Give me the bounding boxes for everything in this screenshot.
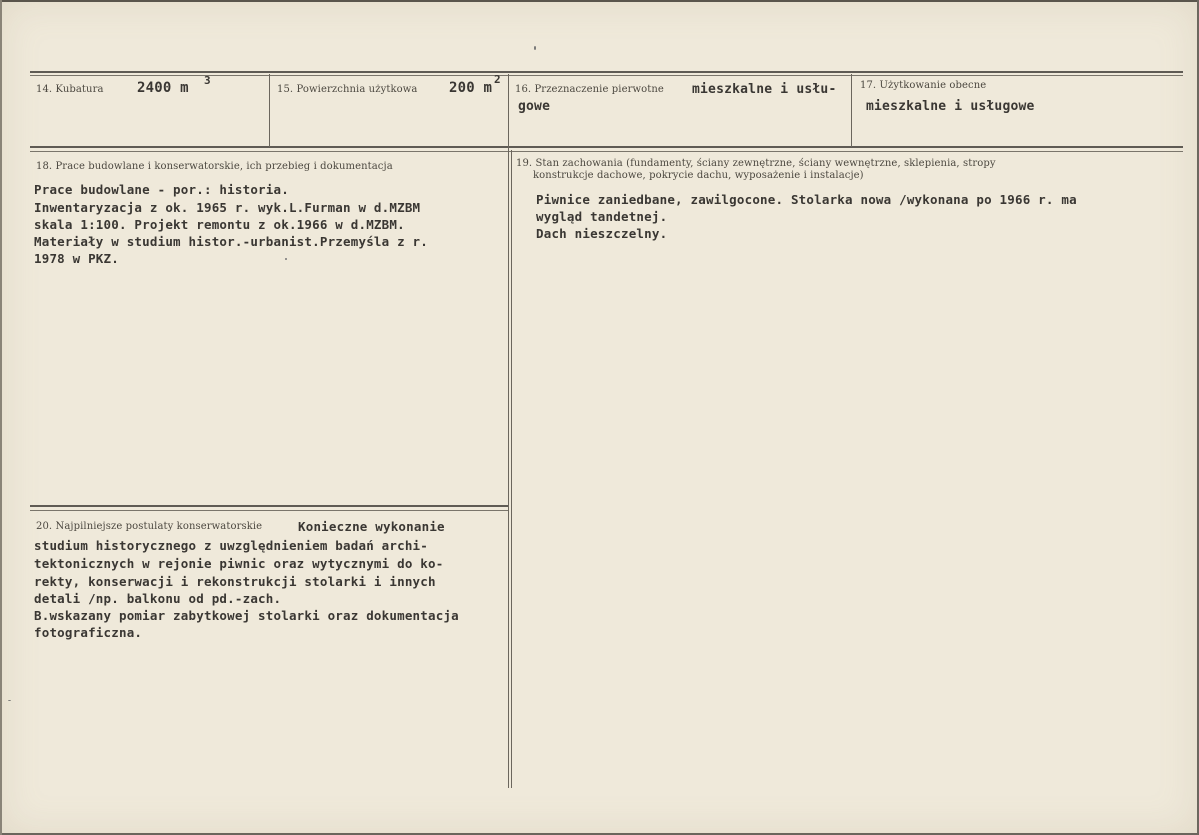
- row-divider-1-inner: [30, 151, 1183, 152]
- table-top-rule: [30, 71, 1183, 73]
- col-divider-main-inner: [511, 150, 512, 788]
- table-top-rule-inner: [30, 75, 1183, 76]
- paper-speck: [285, 258, 287, 260]
- paper-speck: [8, 700, 11, 701]
- field-20-first-line: Konieczne wykonanie: [298, 519, 445, 534]
- sheet-edge-left: [0, 0, 2, 835]
- field-14-label: 14. Kubatura: [36, 84, 104, 95]
- paper-speck: [534, 46, 536, 50]
- field-17-value: mieszkalne i usługowe: [866, 99, 1035, 114]
- field-20-line: studium historycznego z uwzględnieniem badań archi-: [34, 538, 429, 553]
- field-15-label: 15. Powierzchnia użytkowa: [277, 84, 418, 95]
- field-20-label: 20. Najpilniejsze postulaty konserwatorskie: [36, 521, 263, 532]
- field-19-line: Piwnice zaniedbane, zawilgocone. Stolarka nowa /wykonana po 1966 r. ma: [536, 192, 1077, 207]
- sheet-edge-top: [0, 0, 1199, 2]
- field-18-line: 1978 w PKZ.: [34, 251, 119, 266]
- field-15-unit-exponent: 2: [494, 73, 501, 86]
- col-divider-main: [508, 74, 509, 788]
- field-20-line: fotograficzna.: [34, 625, 143, 640]
- field-18-label: 18. Prace budowlane i konserwatorskie, ich przebieg i dokumentacja: [36, 161, 393, 172]
- field-20-line: tektonicznych w rejonie piwnic oraz wytycznymi do ko-: [34, 556, 444, 571]
- field-20-line: detali /np. balkonu od pd.-zach.: [34, 591, 282, 606]
- field-16-value-line2: gowe: [518, 99, 551, 114]
- field-18-line: skala 1:100. Projekt remontu z ok.1966 w d.MZBM.: [34, 217, 405, 232]
- field-14-unit-exponent: 3: [204, 74, 211, 87]
- field-19-label-line2: konstrukcje dachowe, pokrycie dachu, wyposażenie i instalacje): [533, 170, 864, 181]
- field-14-value: 2400 m: [137, 80, 189, 96]
- field-18-line: Prace budowlane - por.: historia.: [34, 182, 289, 197]
- row-divider-2: [30, 505, 509, 507]
- field-19-line: wygląd tandetnej.: [536, 209, 668, 224]
- field-15-value: 200 m: [449, 80, 493, 96]
- field-19-line: Dach nieszczelny.: [536, 226, 668, 241]
- field-20-line: rekty, konserwacji i rekonstrukcji stolarki i innych: [34, 574, 436, 589]
- field-19-label-line1: 19. Stan zachowania (fundamenty, ściany zewnętrzne, ściany wewnętrzne, sklepienia, stropy: [516, 158, 996, 169]
- field-18-line: Inwentaryzacja z ok. 1965 r. wyk.L.Furman w d.MZBM: [34, 200, 421, 215]
- col-divider-16-17: [851, 74, 852, 147]
- field-16-value-line1: mieszkalne i usłu-: [692, 82, 837, 97]
- field-18-line: Materiały w studium histor.-urbanist.Przemyśla z r.: [34, 234, 429, 249]
- col-divider-14-15: [269, 74, 270, 147]
- row-divider-2-inner: [30, 510, 509, 511]
- row-divider-1: [30, 146, 1183, 148]
- field-17-label: 17. Użytkowanie obecne: [860, 80, 987, 91]
- field-20-line: B.wskazany pomiar zabytkowej stolarki oraz dokumentacja: [34, 608, 459, 623]
- field-16-label: 16. Przeznaczenie pierwotne: [515, 84, 664, 95]
